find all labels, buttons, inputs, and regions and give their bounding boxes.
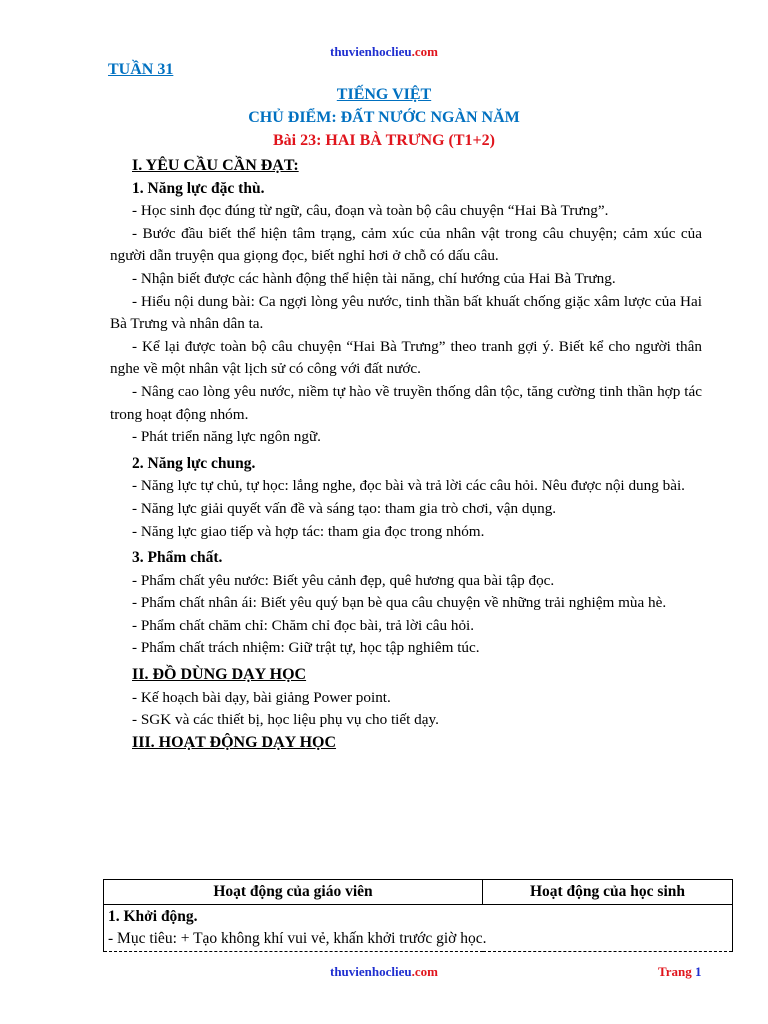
list-item: - Học sinh đọc đúng từ ngữ, câu, đoạn và toàn bộ câu chuyện “Hai Bà Trưng”. xyxy=(132,202,609,220)
list-item: - Nâng cao lòng yêu nước, niềm tự hào về truyền thống dân tộc, tăng cường tinh thần hợp tác trong hoạt động nhóm. xyxy=(110,382,702,423)
list-item: - Hiểu nội dung bài: Ca ngợi lòng yêu nước, tinh thần bất khuất chống giặc xâm lược của Hai Bà Trưng và nhân dân ta. xyxy=(110,292,702,333)
list-item: - Phẩm chất nhân ái: Biết yêu quý bạn bè qua câu chuyện về những trải nghiệm mùa hè. xyxy=(132,594,667,612)
table-cell xyxy=(104,905,733,952)
week-label: TUẦN 31 xyxy=(108,61,174,78)
footer-site-tld: .com xyxy=(411,964,438,979)
table-row xyxy=(104,905,733,952)
list-item: - Bước đầu biết thể hiện tâm trạng, cảm xúc của nhân vật trong câu chuyện; cảm xúc của người dẫn truyện qua giọng đọc, biết nghỉ hơi ở chỗ có dấu câu. xyxy=(110,224,702,265)
activity-table xyxy=(103,879,733,952)
page-label: Trang xyxy=(658,964,692,979)
header-site-base: thuvienhoclieu xyxy=(330,44,412,59)
list-item: - Nhận biết được các hành động thể hiện tài năng, chí hướng của Hai Bà Trưng. xyxy=(132,269,616,287)
list-item: - Kế hoạch bài dạy, bài giảng Power point. xyxy=(132,688,391,706)
row-title: 1. Khởi động. xyxy=(108,908,198,925)
row-text: - Mục tiêu: + Tạo không khí vui vẻ, khấn khởi trước giờ học. xyxy=(108,930,487,947)
page-number xyxy=(658,964,701,980)
list-item: - Phẩm chất yêu nước: Biết yêu cảnh đẹp, quê hương qua bài tập đọc. xyxy=(132,571,555,589)
list-item: - SGK và các thiết bị, học liệu phụ vụ cho tiết dạy. xyxy=(132,711,439,729)
list-item: - Kể lại được toàn bộ câu chuyện “Hai Bà Trưng” theo tranh gợi ý. Biết kể cho người thân nghe về một nhân vật lịch sử có công với đất nước. xyxy=(110,337,702,378)
list-item: - Phẩm chất trách nhiệm: Giữ trật tự, học tập nghiêm túc. xyxy=(132,639,480,657)
header-site-tld: .com xyxy=(411,44,438,59)
subsection-1-1-title: 1. Năng lực đặc thù. xyxy=(132,179,265,197)
subsection-1-2-title: 2. Năng lực chung. xyxy=(132,454,256,472)
list-item: - Phẩm chất chăm chỉ: Chăm chỉ đọc bài, trả lời câu hỏi. xyxy=(132,616,475,634)
list-item: - Năng lực tự chủ, tự học: lắng nghe, đọc bài và trả lời các câu hỏi. Nêu được nội dung bài. xyxy=(132,477,685,495)
footer-site-name xyxy=(0,964,768,980)
list-item: - Năng lực giải quyết vấn đề và sáng tạo: tham gia trò chơi, vận dụng. xyxy=(132,499,557,517)
student-column-header: Hoạt động của học sinh xyxy=(483,880,733,905)
theme-title: CHỦ ĐIỂM: ĐẤT NƯỚC NGÀN NĂM xyxy=(248,109,520,126)
teacher-column-header: Hoạt động của giáo viên xyxy=(104,880,483,905)
subject-title: TIẾNG VIỆT xyxy=(336,86,432,103)
table-header-row xyxy=(104,880,733,905)
section-1-title: I. YÊU CẦU CẦN ĐẠT: xyxy=(132,157,299,174)
lesson-content xyxy=(110,155,702,754)
lesson-title: Bài 23: HAI BÀ TRƯNG (T1+2) xyxy=(272,132,495,149)
list-item: - Phát triển năng lực ngôn ngữ. xyxy=(132,428,321,446)
section-3-title: III. HOẠT ĐỘNG DẠY HỌC xyxy=(132,733,337,751)
footer-site-base: thuvienhoclieu xyxy=(330,964,412,979)
subsection-1-3-title: 3. Phẩm chất. xyxy=(132,549,223,567)
header-site-name xyxy=(0,44,768,60)
section-2-title: II. ĐỒ DÙNG DẠY HỌC xyxy=(132,666,307,684)
list-item: - Năng lực giao tiếp và hợp tác: tham gia đọc trong nhóm. xyxy=(132,522,485,540)
page-number-value: 1 xyxy=(694,964,702,979)
